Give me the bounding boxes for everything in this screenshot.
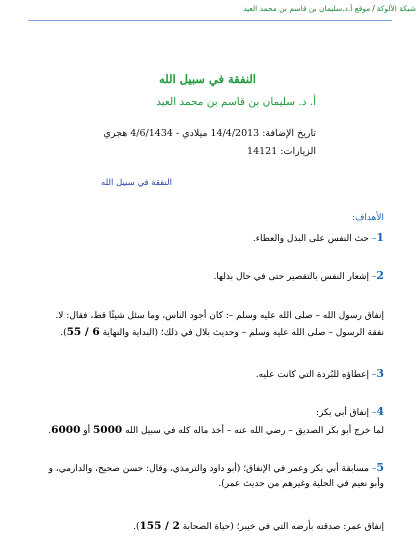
paragraph-prophet-spending-line2 (26, 324, 384, 341)
goal-number: 1 (376, 231, 384, 244)
amount-number: 6000 (51, 424, 81, 436)
goal-number: 3 (376, 367, 384, 380)
paragraph-text-end: ). (60, 328, 67, 338)
goal-number: 4 (376, 405, 384, 418)
paragraph-abubakr (26, 422, 384, 439)
breadcrumb-section-link[interactable]: موقع أ.د.سليمان بن قاسم بن محمد العيد (243, 4, 371, 13)
article-visits: الزيارات: 14121 (247, 146, 316, 157)
article-subtitle: النفقة في سبيل الله (101, 178, 172, 188)
article-title: النفقة في سبيل الله (158, 72, 256, 86)
breadcrumb-separator: / (372, 4, 375, 13)
goal-text: مسابقة أبي بكر وعمر في الإنفاق؛ (أبو داود والترمذي، وقال: حسن صحيح، والدارمي، و (48, 464, 372, 474)
article-author: أ. د. سليمان بن قاسم بن محمد العيد (156, 96, 316, 108)
goal-text: حث النفس على البذل والعطاء. (252, 234, 372, 244)
reference-number: 2 / 155 (139, 520, 180, 532)
goals-heading: الأهداف: (352, 213, 384, 223)
paragraph-text: لما خرج أبو بكر الصديق – رضي الله عنه – أخذ ماله كله في سبيل الله (122, 426, 384, 436)
paragraph-text: إنفاق عمر: صدقته بأرضه التي في خيبر؛ (حياة الصحابة (179, 522, 384, 532)
goal-item-4: 4– إنفاق أبي بكر: (315, 405, 384, 418)
paragraph-umar-spending (26, 518, 384, 535)
paragraph-text-end: . (48, 426, 52, 436)
paragraph-text-end: ). (133, 522, 140, 532)
breadcrumb (4, 4, 416, 18)
reference-number: 6 / 55 (66, 326, 100, 338)
goal-item-5: 5– مسابقة أبي بكر وعمر في الإنفاق؛ (أبو داود والترمذي، وقال: حسن صحيح، والدارمي، و (48, 461, 384, 474)
goal-item-3: 3– إعطاؤه للبُردة التي كانت عليه. (255, 367, 384, 380)
amount-number: 5000 (92, 424, 123, 436)
breadcrumb-site-link[interactable]: شبكة الألوكة (376, 4, 416, 13)
goal-text: إنفاق أبي بكر: (315, 408, 372, 418)
goal-number: 2 (376, 269, 384, 282)
goal-item-1: 1– حث النفس على البذل والعطاء. (252, 231, 384, 244)
paragraph-text: نفقة الرسول – صلى الله عليه وسلم – وحديث بلال في ذلك؛ (البداية والنهاية (99, 328, 384, 338)
goal-text: إشعار النفس بالتقصير حتى في حال بذلها. (213, 272, 372, 282)
article-date: تاريخ الإضافة: 14/4/2013 ميلادي - 4/6/1434 هجري (103, 128, 316, 139)
goal-text: إعطاؤه للبُردة التي كانت عليه. (255, 370, 372, 380)
header-divider (28, 20, 392, 21)
goal-item-2: 2– إشعار النفس بالتقصير حتى في حال بذلها. (213, 269, 384, 282)
paragraph-prophet-spending: إنفاق رسول الله – صلى الله عليه وسلم –: كان أجود الناس، وما سئل شيئًا قط، فقال: لا. (55, 311, 384, 321)
paragraph-text: أو (80, 426, 93, 436)
goal-item-5-line2: وأبو نعيم في الحلية وغيرهم من حديث عمر). (218, 479, 384, 489)
goal-number: 5 (376, 461, 384, 474)
